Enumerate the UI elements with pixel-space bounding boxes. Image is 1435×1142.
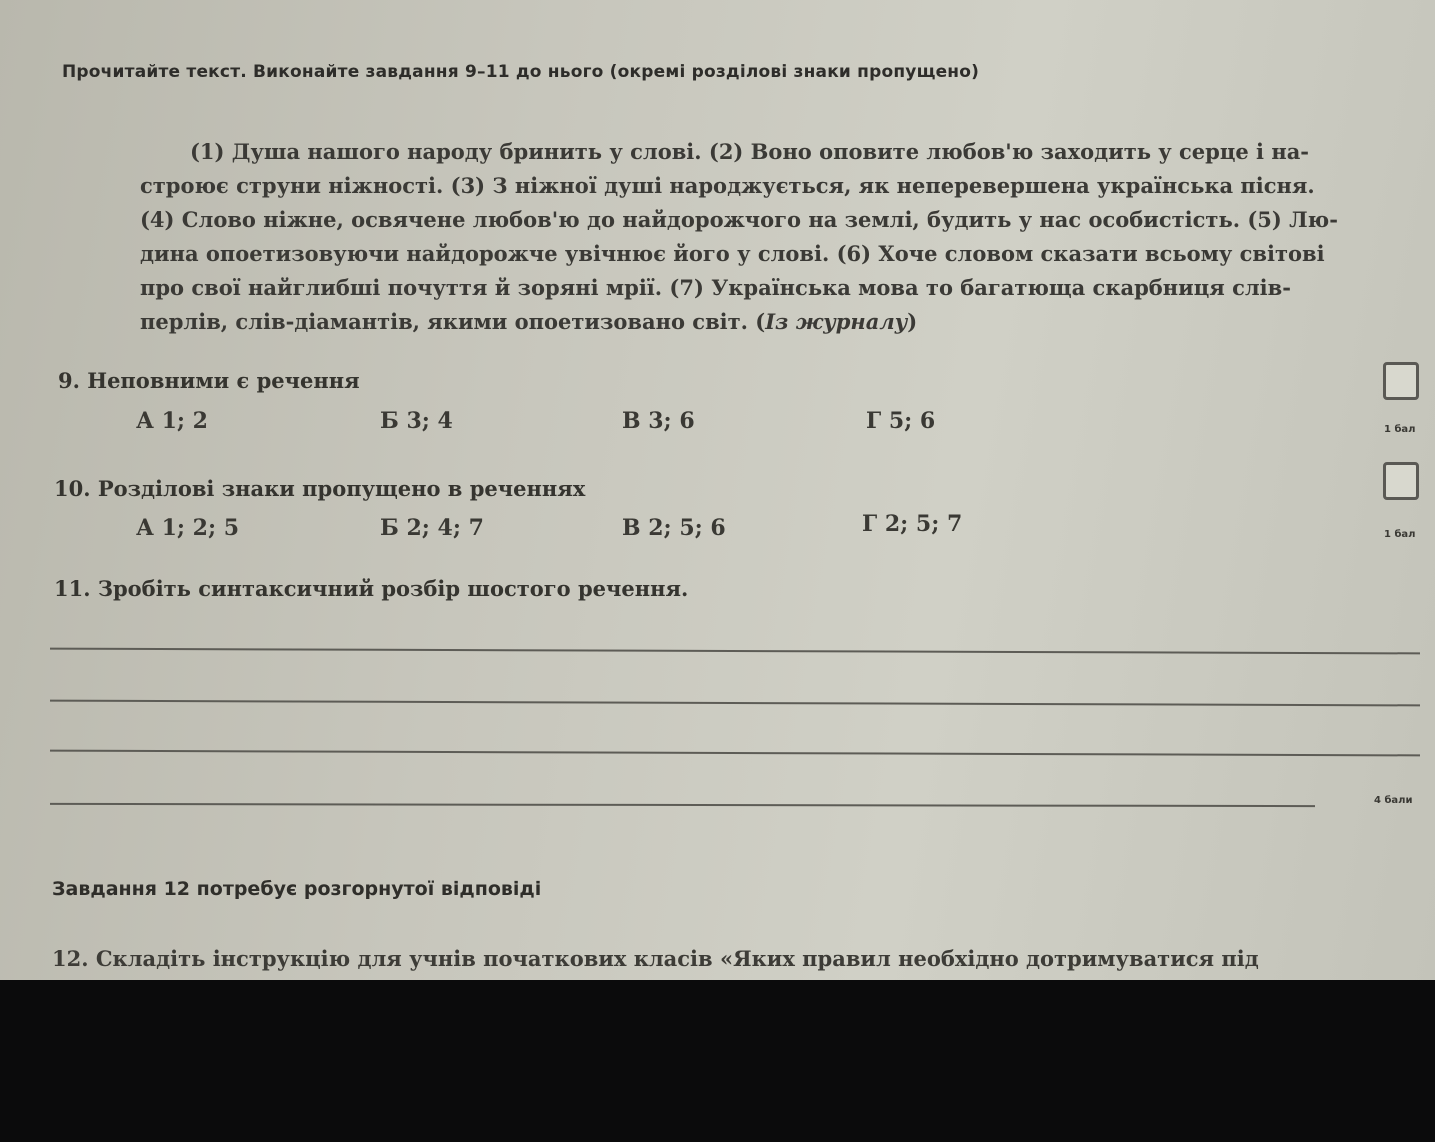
passage-line: про свої найглибші почуття й зоряні мрії. (7) Українська мова то багатюща скарбниця слів- bbox=[140, 275, 1291, 300]
q12-line-1: 12. Складіть інструкцію для учнів початкових класів «Яких правил необхідно дотримуватися під bbox=[52, 946, 1259, 971]
q9-option-d: Г 5; 6 bbox=[866, 408, 936, 434]
q10-option-d: Г 2; 5; 7 bbox=[862, 511, 963, 537]
passage-source: Із журналу bbox=[765, 309, 908, 334]
q9-answer-box[interactable] bbox=[1383, 362, 1419, 400]
answer-line[interactable] bbox=[50, 750, 1420, 757]
instructions-header: Прочитайте текст. Виконайте завдання 9–11 до нього (окремі розділові знаки пропущено) bbox=[62, 62, 980, 82]
answer-line[interactable] bbox=[50, 803, 1315, 807]
dark-background bbox=[0, 980, 1435, 1142]
passage-line-text: перлів, слів-діамантів, якими опоетизовано світ. ( bbox=[140, 309, 766, 334]
q10-points: 1 бал bbox=[1384, 529, 1416, 540]
q10-option-a: А 1; 2; 5 bbox=[136, 515, 240, 541]
section-12-title: Завдання 12 потребує розгорнутої відповіді bbox=[52, 878, 542, 900]
q10-option-b: Б 2; 4; 7 bbox=[380, 515, 484, 541]
answer-line[interactable] bbox=[50, 648, 1420, 655]
passage-line: строює струни ніжності. (3) З ніжної душі народжується, як неперевершена українська пісня. bbox=[140, 173, 1315, 198]
q9-points: 1 бал bbox=[1384, 424, 1416, 435]
passage-line: (1) Душа нашого народу бринить у слові. (2) Воно оповите любов'ю заходить у серце і на- bbox=[190, 139, 1310, 164]
passage-last-line bbox=[140, 305, 1410, 339]
q9-option-a: А 1; 2 bbox=[136, 408, 208, 434]
q10-option-c: В 2; 5; 6 bbox=[622, 515, 726, 541]
question-10-title: 10. Розділові знаки пропущено в реченнях bbox=[54, 476, 586, 501]
passage-close-paren: ) bbox=[907, 309, 918, 334]
q9-option-b: Б 3; 4 bbox=[380, 408, 453, 434]
q10-answer-box[interactable] bbox=[1383, 462, 1419, 500]
reading-passage bbox=[140, 135, 1410, 339]
q9-option-c: В 3; 6 bbox=[622, 408, 695, 434]
passage-line: (4) Слово ніжне, освячене любов'ю до найдорожчого на землі, будить у нас особистість. (5) Лю- bbox=[140, 207, 1338, 232]
answer-line[interactable] bbox=[50, 700, 1420, 707]
q11-points: 4 бали bbox=[1374, 795, 1413, 806]
question-9-title: 9. Неповними є речення bbox=[58, 368, 360, 393]
question-11-title: 11. Зробіть синтаксичний розбір шостого речення. bbox=[54, 576, 689, 601]
passage-line: дина опоетизовуючи найдорожче увічнює його у слові. (6) Хоче словом сказати всьому світові bbox=[140, 241, 1325, 266]
